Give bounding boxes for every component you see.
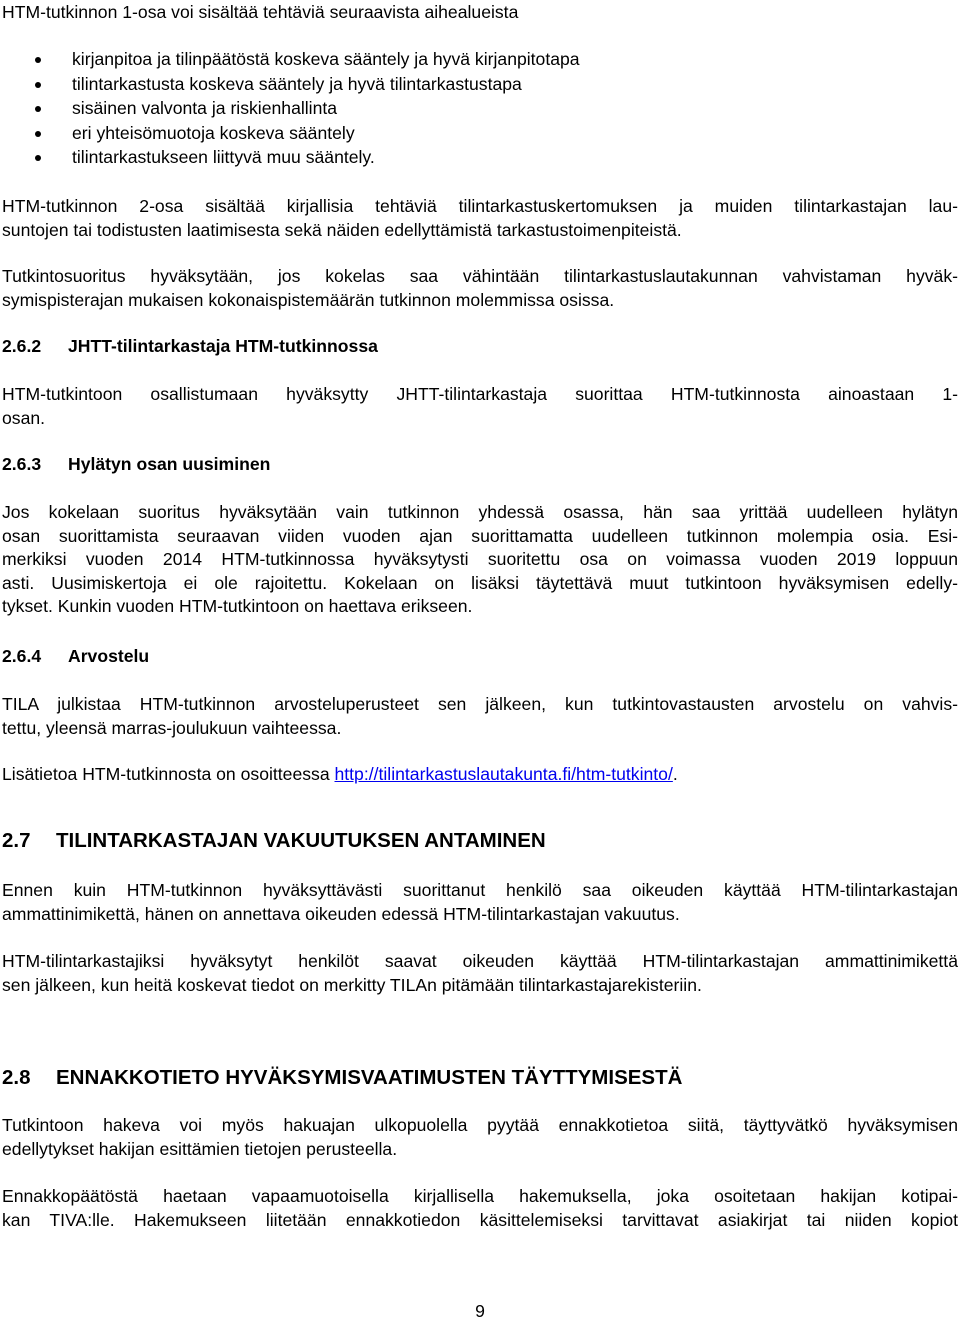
list-item: eri yhteisömuotoja koskeva sääntely: [2, 122, 580, 147]
bullet-icon: [35, 131, 41, 137]
section-heading-2-6-2: 2.6.2 JHTT-tilintarkastaja HTM-tutkinnossa: [2, 336, 378, 356]
paragraph-pass-criteria: Tutkintosuoritus hyväksytään, jos kokelas saa vähintään tilintarkastuslautakunnan vahvistaman hyväk- symispisterajan mukaisen kokonaispistemäärän tutkinnon molemmissa osissa.: [2, 266, 958, 310]
page-number: 9: [475, 1301, 485, 1321]
paragraph-jhtt: HTM-tutkintoon osallistumaan hyväksytty JHTT-tilintarkastaja suorittaa HTM-tutkinnosta ainoastaan 1- osan.: [2, 384, 958, 428]
paragraph-advance-request: Tutkintoon hakeva voi myös hakuajan ulkopuolella pyytää ennakkotietoa siitä, täyttyvätkö hyväksymisen edellytykset hakijan esittämien tietojen perusteella.: [2, 1115, 958, 1159]
topic-list: [2, 48, 580, 171]
paragraph-retake: Jos kokelaan suoritus hyväksytään vain tutkinnon yhdessä osassa, hän saa yrittää uudelleen hylätyn osan suorittamista seuraavan viiden vuoden ajan suorittamatta uudelleen tutkinnon molempia osia. Esi- merkiksi vuoden 2014 HTM-tutkinnossa hyväksytysti suoritettu osa on voimassa vuoden 2019 loppuun asti. Uusimiskertoja ei ole rajoitettu. Kokelaan on lisäksi täytettävä muut tutkintoon hyväksymisen edelly- tykset. Kunkin vuoden HTM-tutkintoon on haettava erikseen.: [2, 502, 958, 616]
list-item: tilintarkastusta koskeva sääntely ja hyvä tilintarkastustapa: [2, 73, 580, 98]
bullet-icon: [35, 106, 41, 112]
paragraph-more-info: Lisätietoa HTM-tutkinnosta on osoitteessa http://tilintarkastuslautakunta.fi/htm-tutkinto/.: [2, 764, 678, 784]
list-item: sisäinen valvonta ja riskienhallinta: [2, 97, 580, 122]
paragraph-title-right: HTM-tilintarkastajiksi hyväksytyt henkilöt saavat oikeuden käyttää HTM-tilintarkastajan ammattinimikettä sen jälkeen, kun heitä koskevat tiedot on merkitty TILAn pitämään tilintarkastajarekisteriin.: [2, 951, 958, 995]
list-item: kirjanpitoa ja tilinpäätöstä koskeva sääntely ja hyvä kirjanpitotapa: [2, 48, 580, 73]
intro-line: HTM-tutkinnon 1-osa voi sisältää tehtäviä seuraavista aihealueista: [2, 2, 519, 22]
section-heading-2-8: 2.8 ENNAKKOTIETO HYVÄKSYMISVAATIMUSTEN TÄYTTYMISESTÄ: [2, 1066, 683, 1089]
paragraph-part2: HTM-tutkinnon 2-osa sisältää kirjallisia tehtäviä tilintarkastuskertomuksen ja muiden tilintarkastajan lau- suntojen tai todistusten laatimisesta sekä näiden edellyttämistä tarkastustoimenpiteistä.: [2, 196, 958, 240]
bullet-icon: [35, 57, 41, 63]
bullet-icon: [35, 155, 41, 161]
paragraph-advance-application: Ennakkopäätöstä haetaan vapaamuotoisella kirjallisella hakemuksella, joka osoitetaan hakijan kotipai- kan TIVA:lle. Hakemukseen liitetään ennakkotiedon käsittelemiseksi tarvittavat asiakirjat tai niiden kopiot: [2, 1186, 958, 1230]
list-item: tilintarkastukseen liittyvä muu sääntely.: [2, 146, 580, 171]
section-heading-2-6-4: 2.6.4 Arvostelu: [2, 646, 150, 666]
section-heading-2-6-3: 2.6.3 Hylätyn osan uusiminen: [2, 454, 271, 474]
paragraph-grading: TILA julkistaa HTM-tutkinnon arvosteluperusteet sen jälkeen, kun tutkintovastausten arvostelu on vahvis- tettu, yleensä marras-joulukuun vaihteessa.: [2, 694, 958, 738]
htm-info-link[interactable]: http://tilintarkastuslautakunta.fi/htm-tutkinto/: [334, 764, 673, 784]
section-heading-2-7: 2.7 TILINTARKASTAJAN VAKUUTUKSEN ANTAMINEN: [2, 829, 546, 852]
bullet-icon: [35, 82, 41, 88]
paragraph-oath: Ennen kuin HTM-tutkinnon hyväksyttävästi suorittanut henkilö saa oikeuden käyttää HTM-tilintarkastajan ammattinimikettä, hänen on annettava oikeuden edessä HTM-tilintarkastajan vakuutus.: [2, 880, 958, 924]
